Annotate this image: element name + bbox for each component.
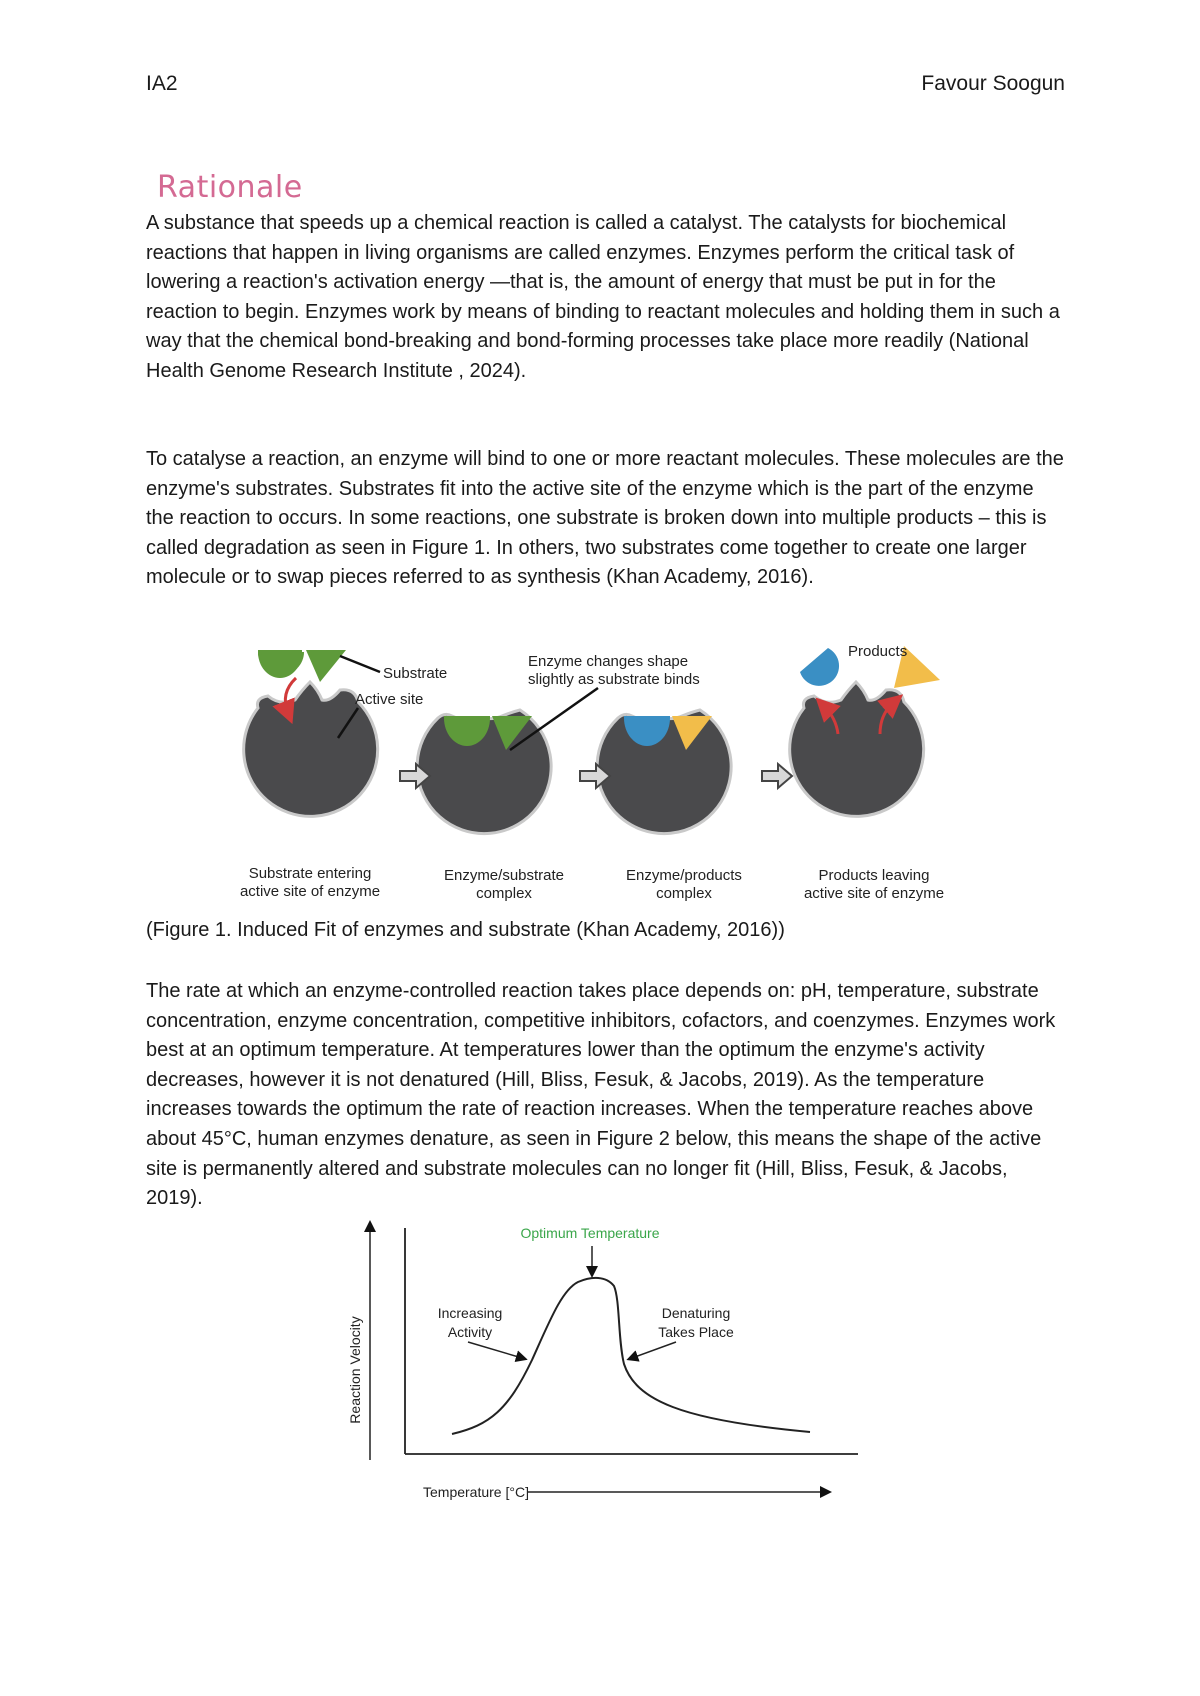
section-heading: Rationale <box>157 170 303 205</box>
annotation-increasing-line2: Activity <box>447 1324 493 1340</box>
y-axis-label: Reaction Velocity <box>347 1316 363 1424</box>
stage4-label-line2: active site of enzyme <box>803 885 945 902</box>
label-active-site: Active site <box>355 691 424 708</box>
substrate-triangle <box>306 650 346 682</box>
header-author: Favour Soogun <box>921 72 1065 95</box>
stage3-label-line2: complex <box>656 885 712 902</box>
label-shape-change-line2: slightly as substrate binds <box>528 671 700 688</box>
header-left-text: IA2 <box>146 72 178 95</box>
label-shape-change-line1: Enzyme changes shape <box>528 653 689 670</box>
temperature-velocity-graph <box>340 1220 860 1500</box>
induced-fit-diagram <box>240 638 960 908</box>
figure-temperature-curve <box>340 1220 860 1500</box>
enzyme-shape-4 <box>790 682 924 816</box>
substrate-pointer <box>340 656 380 672</box>
annotation-denaturing-line1: Denaturing <box>661 1305 731 1321</box>
graph-title: Optimum Temperature <box>520 1225 660 1241</box>
paragraph-3-text: The rate at which an enzyme-controlled reaction takes place depends on: pH, temperature, substrate concentration, enzyme concentration, competitive inhibitors, cofactors, and coenzymes. Enzymes work best at an optimum temperature. At temperatures lower than the optimum the enzyme's activity decreases, however it is not denatured (Hill, Bliss, Fesuk, & Jacobs, 2019). As the temperature increases towards the optimum the rate of reaction increases. When the temperature reaches above about 45°C, human enzymes denature, as seen in Figure 2 below, this means the shape of the active site is permanently altered and substrate molecules can no longer fit (Hill, Bliss, Fesuk, & Jacobs, 2019). <box>146 980 1056 1210</box>
substrate-semicircle-full <box>258 650 302 678</box>
annotation-denaturing-line2: Takes Place <box>658 1324 734 1340</box>
stage3-label-line1: Enzyme/products <box>626 867 742 884</box>
label-substrate: Substrate <box>383 665 448 682</box>
increasing-arrow <box>468 1342 522 1358</box>
label-products: Products <box>848 643 908 660</box>
paragraph-3 <box>146 977 1066 1214</box>
figure1-caption: (Figure 1. Induced Fit of enzymes and substrate (Khan Academy, 2016)) <box>146 919 785 941</box>
denaturing-arrow <box>632 1342 676 1358</box>
stage2-label-line2: complex <box>476 885 532 902</box>
product-blue <box>800 648 839 686</box>
velocity-curve <box>452 1278 810 1434</box>
stage1-label-line2: active site of enzyme <box>240 883 381 900</box>
x-axis-label: Temperature [°C] <box>423 1484 529 1500</box>
paragraph-2-text: To catalyse a reaction, an enzyme will bind to one or more reactant molecules. These molecules are the enzyme's substrates. Substrates fit into the active site of the enzyme which is the part of the enzyme the reaction to occurs. In some reactions, one substrate is broken down into multiple products – this is called degradation as seen in Figure 1. In others, two substrates come together to create one larger molecule or to swap pieces referred to as synthesis (Khan Academy, 2016). <box>146 448 1064 589</box>
annotation-increasing-line1: Increasing <box>437 1305 503 1321</box>
stage1-label-line1: Substrate entering <box>248 865 372 882</box>
stage2-label-line1: Enzyme/substrate <box>443 867 565 884</box>
paragraph-2 <box>146 445 1066 593</box>
paragraph-1 <box>146 209 1066 387</box>
paragraph-1-text: A substance that speeds up a chemical reaction is called a catalyst. The catalysts for biochemical reactions that happen in living organisms are called enzymes. Enzymes perform the critical task of lowering a reaction's activation energy —that is, the amount of energy that must be put in for the reaction to begin. Enzymes work by means of binding to reactant molecules and holding them in such a way that the chemical bond-breaking and bond-forming processes take place more readily (National Health Genome Research Institute , 2024). <box>146 212 1060 382</box>
stage4-label-line1: Products leaving <box>818 867 930 884</box>
process-arrow-3 <box>762 764 792 788</box>
figure-induced-fit <box>240 638 960 908</box>
